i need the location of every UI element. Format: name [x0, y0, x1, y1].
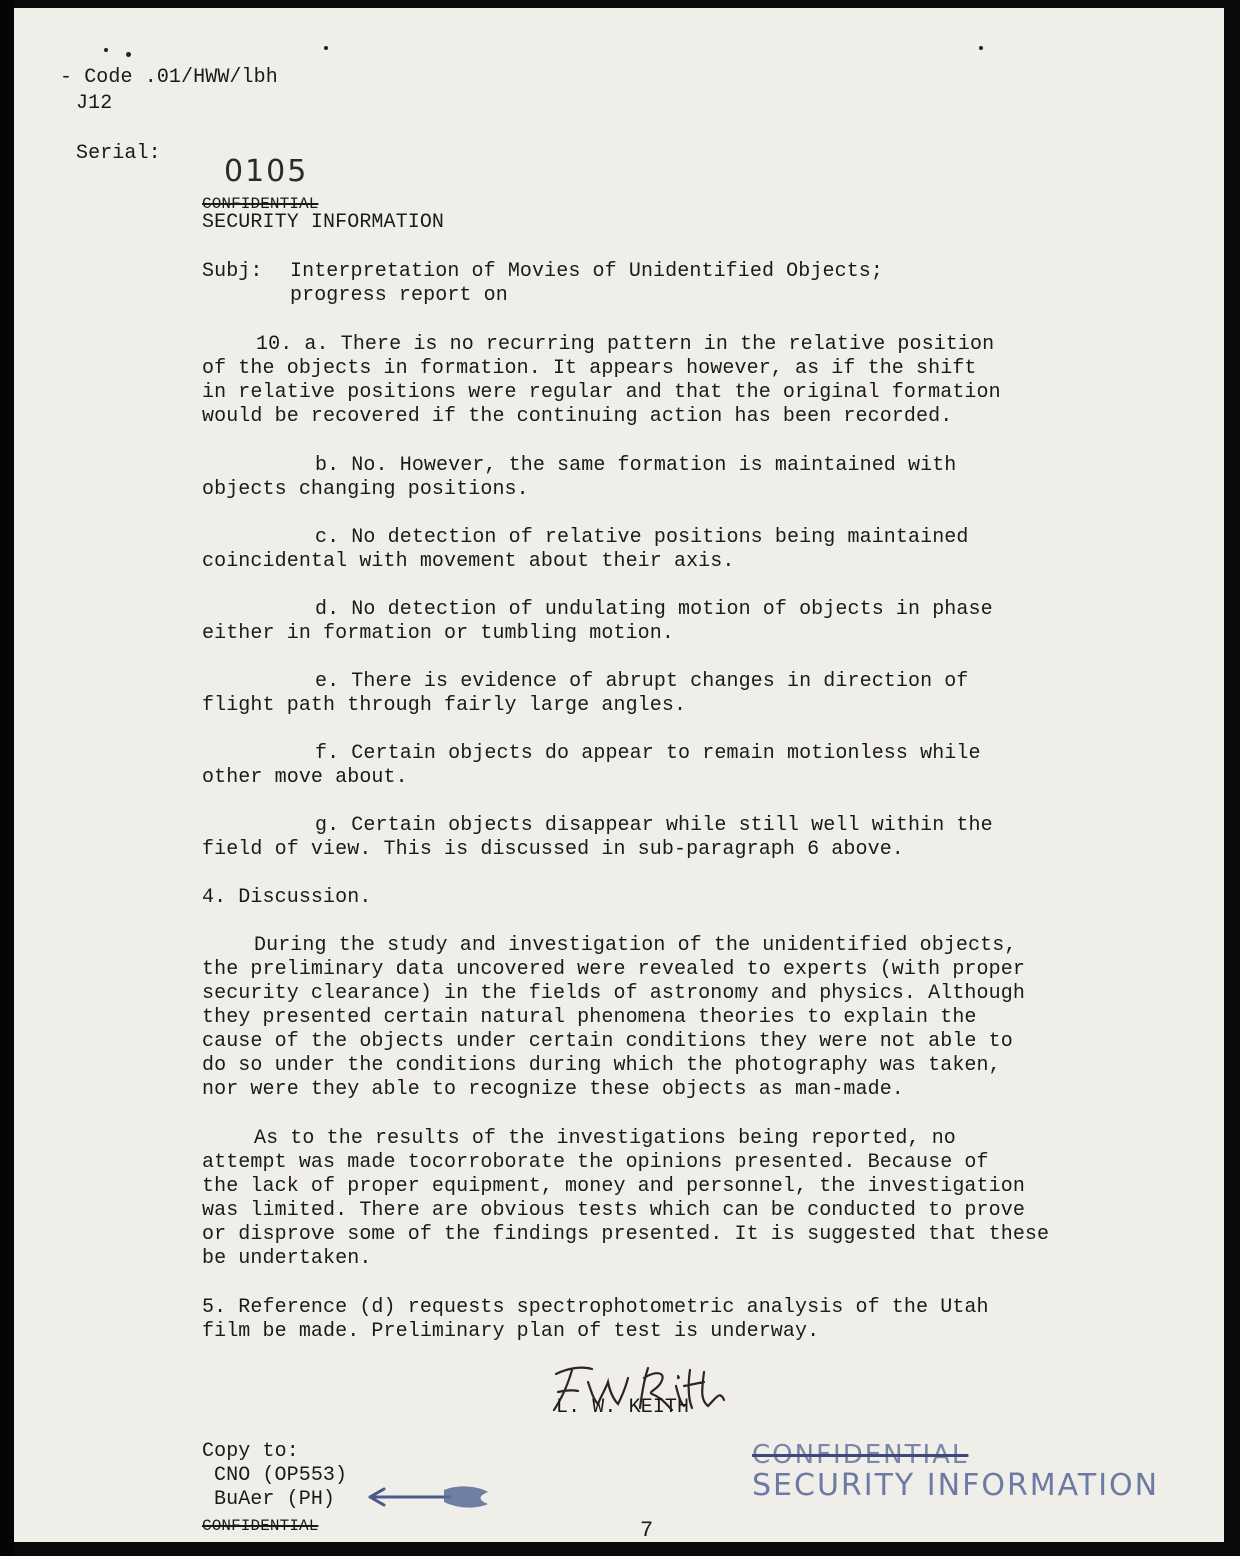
copy-to-item: BuAer (PH) [214, 1488, 336, 1511]
para-4-body2-line: attempt was made tocorroborate the opinions presented. Because of [202, 1151, 989, 1174]
para-4-body2-line: or disprove some of the findings presented. It is suggested that these [202, 1223, 1050, 1246]
para-4-heading: 4. Discussion. [202, 886, 372, 909]
para-4-body1-line: nor were they able to recognize these objects as man-made. [202, 1078, 904, 1101]
j-number: J12 [76, 92, 113, 115]
copy-to-label: Copy to: [202, 1440, 299, 1463]
signer-name: L. W. KEITH [556, 1396, 690, 1419]
scan-speck [979, 46, 983, 50]
para-10g-line: field of view. This is discussed in sub-paragraph 6 above. [202, 838, 904, 861]
para-4-body1-line: do so under the conditions during which the photography was taken, [202, 1054, 1001, 1077]
para-10e-line: flight path through fairly large angles. [202, 694, 687, 717]
para-10d-line: either in formation or tumbling motion. [202, 622, 674, 645]
para-4-body1-line: the preliminary data uncovered were revealed to experts (with proper [202, 958, 1025, 981]
para-10b-line: objects changing positions. [202, 478, 529, 501]
para-10e-line: e. There is evidence of abrupt changes in direction of [315, 670, 969, 693]
para-5-line: film be made. Preliminary plan of test is underway. [202, 1320, 820, 1343]
stamp-security-information: SECURITY INFORMATION [752, 1468, 1160, 1503]
classification-struck: CONFIDENTIAL [202, 195, 319, 213]
para-4-body1-line: cause of the objects under certain conditions they were not able to [202, 1030, 1013, 1053]
para-10a-line: of the objects in formation. It appears however, as if the shift [202, 357, 977, 380]
code-line: - Code .01/HWW/lbh [60, 66, 278, 89]
para-10f-line: f. Certain objects do appear to remain motionless while [315, 742, 981, 765]
scan-speck [324, 46, 328, 50]
scan-speck [126, 52, 131, 57]
para-10c-line: c. No detection of relative positions being maintained [315, 526, 969, 549]
page-number: 7 [640, 1518, 654, 1543]
para-4-body1-line: During the study and investigation of the unidentified objects, [254, 934, 1017, 957]
para-4-body2-line: As to the results of the investigations being reported, no [254, 1127, 956, 1150]
copy-to-item: CNO (OP553) [214, 1464, 348, 1487]
serial-number: 0105 [224, 154, 309, 189]
document-page [14, 8, 1224, 1542]
classification-stamp [752, 1440, 1159, 1503]
para-4-body2-line: was limited. There are obvious tests which can be conducted to prove [202, 1199, 1025, 1222]
arrow-pointer-icon [366, 1482, 496, 1512]
para-4-body2-line: the lack of proper equipment, money and personnel, the investigation [202, 1175, 1025, 1198]
para-10c-line: coincidental with movement about their axis. [202, 550, 735, 573]
para-4-body2-line: be undertaken. [202, 1247, 372, 1270]
para-5-line: 5. Reference (d) requests spectrophotometric analysis of the Utah [202, 1296, 989, 1319]
stamp-confidential-struck: CONFIDENTIAL [752, 1440, 969, 1470]
subject-line-1: Interpretation of Movies of Unidentified Objects; [290, 260, 883, 283]
para-10a-line: would be recovered if the continuing action has been recorded. [202, 405, 953, 428]
scan-speck [104, 48, 108, 52]
para-10f-line: other move about. [202, 766, 408, 789]
para-10a-line: in relative positions were regular and that the original formation [202, 381, 1001, 404]
para-4-body1-line: they presented certain natural phenomena theories to explain the [202, 1006, 977, 1029]
copy-to-classification-struck: CONFIDENTIAL [202, 1517, 319, 1535]
para-10b-line: b. No. However, the same formation is maintained with [315, 454, 957, 477]
para-10g-line: g. Certain objects disappear while still well within the [315, 814, 993, 837]
para-10a-line: 10. a. There is no recurring pattern in the relative position [256, 333, 995, 356]
subject-label: Subj: [202, 260, 263, 283]
scan-edge [0, 0, 14, 1556]
para-10d-line: d. No detection of undulating motion of objects in phase [315, 598, 993, 621]
security-information: SECURITY INFORMATION [202, 211, 445, 234]
para-4-body1-line: security clearance) in the fields of astronomy and physics. Although [202, 982, 1025, 1005]
subject-line-2: progress report on [290, 284, 508, 307]
serial-label: Serial: [76, 142, 161, 165]
